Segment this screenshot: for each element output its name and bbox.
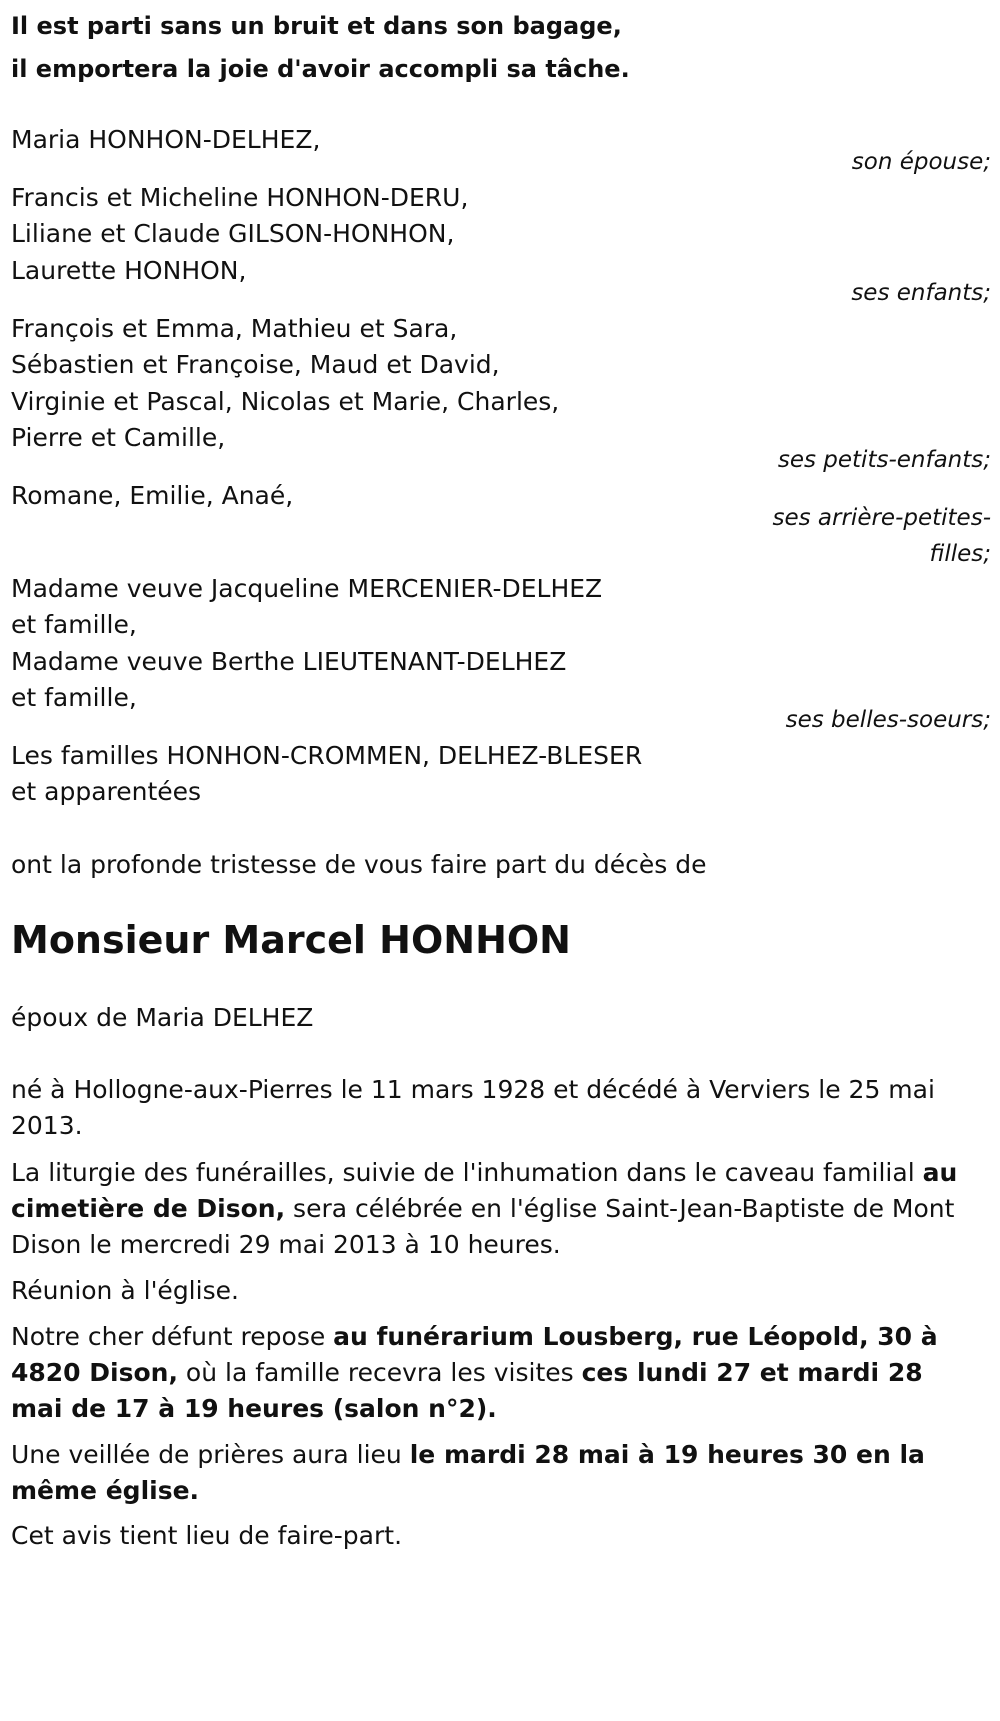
- sister-in-law-line: et famille,: [11, 683, 137, 712]
- grandchildren-role: ses petits-enfants;: [777, 447, 991, 473]
- announcement-text: ont la profonde tristesse de vous faire part du décès de: [11, 850, 707, 879]
- cemetery-location: au cimetière de Dison,: [11, 1158, 958, 1223]
- grandchild-line: Sébastien et Françoise, Maud et David,: [11, 350, 500, 379]
- children-role: ses enfants;: [851, 280, 991, 306]
- epigraph-line-1: Il est parti sans un bruit et dans son bagage,: [11, 12, 622, 40]
- great-granddaughters-role: ses arrière-petites-: [772, 505, 991, 531]
- liturgy-text: La liturgie des funérailles, suivie de l'inhumation dans le caveau familial: [11, 1158, 923, 1187]
- notice-paragraph: Cet avis tient lieu de faire-part.: [11, 1521, 403, 1550]
- grandchild-line: François et Emma, Mathieu et Sara,: [11, 314, 458, 343]
- liturgy-paragraph: [11, 1155, 976, 1263]
- grandchild-line: Virginie et Pascal, Nicolas et Marie, Charles,: [11, 387, 560, 416]
- spouse-name: Maria HONHON-DELHEZ,: [11, 125, 321, 154]
- deceased-spouse: époux de Maria DELHEZ: [11, 1003, 314, 1032]
- meeting-paragraph: Réunion à l'église.: [11, 1276, 239, 1305]
- grandchild-line: Pierre et Camille,: [11, 423, 226, 452]
- epigraph-line-2: il emportera la joie d'avoir accompli sa tâche.: [11, 55, 630, 83]
- sister-in-law-line: Madame veuve Berthe LIEUTENANT-DELHEZ: [11, 647, 567, 676]
- great-granddaughters-role: filles;: [929, 541, 991, 567]
- birth-death-paragraph: né à Hollogne-aux-Pierres le 11 mars 1928 et décédé à Verviers le 25 mai 2013.: [11, 1075, 935, 1140]
- obituary-notice: [11, 0, 991, 1721]
- great-granddaughter-line: Romane, Emilie, Anaé,: [11, 481, 294, 510]
- repose-text: Notre cher défunt repose: [11, 1322, 334, 1351]
- sister-in-law-line: et famille,: [11, 610, 137, 639]
- sisters-in-law-role: ses belles-soeurs;: [785, 707, 991, 733]
- vigil-text: Une veillée de prières aura lieu: [11, 1440, 410, 1469]
- deceased-name: Monsieur Marcel HONHON: [11, 918, 571, 962]
- families-line: Les familles HONHON-CROMMEN, DELHEZ-BLESER: [11, 741, 643, 770]
- child-line: Francis et Micheline HONHON-DERU,: [11, 183, 469, 212]
- repose-text: où la famille recevra les visites: [177, 1358, 582, 1387]
- child-line: Laurette HONHON,: [11, 256, 247, 285]
- vigil-paragraph: [11, 1437, 976, 1509]
- repose-paragraph: [11, 1319, 976, 1427]
- sister-in-law-line: Madame veuve Jacqueline MERCENIER-DELHEZ: [11, 574, 603, 603]
- vigil-details: le mardi 28 mai à 19 heures 30 en la même église.: [11, 1440, 925, 1505]
- families-line: et apparentées: [11, 777, 202, 806]
- spouse-role: son épouse;: [851, 149, 991, 175]
- visiting-hours: ces lundi 27 et mardi 28 mai de 17 à 19 heures (salon n°2).: [11, 1358, 923, 1423]
- funeral-home-address: au funérarium Lousberg, rue Léopold, 30 à 4820 Dison,: [11, 1322, 938, 1387]
- liturgy-text: sera célébrée en l'église Saint-Jean-Baptiste de Mont Dison le mercredi 29 mai 2013 à 10 heures.: [11, 1194, 955, 1259]
- child-line: Liliane et Claude GILSON-HONHON,: [11, 219, 455, 248]
